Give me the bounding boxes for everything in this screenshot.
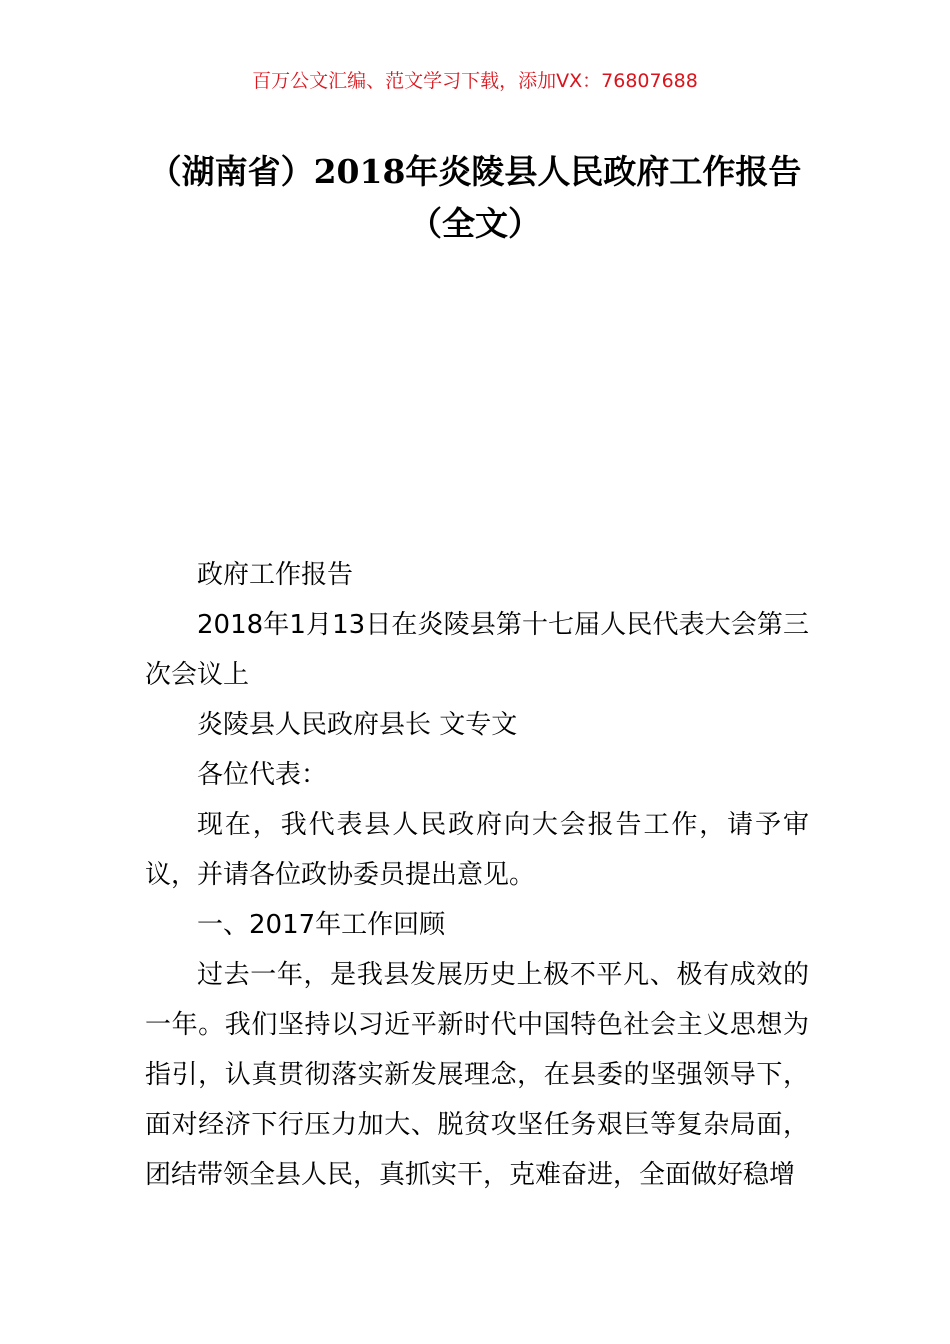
paragraph-meeting-info: 2018年1月13日在炎陵县第十七届人民代表大会第三次会议上 — [145, 610, 809, 690]
paragraph-speaker: 炎陵县人民政府县长 文专文 — [197, 710, 518, 740]
section-heading-review: 一、2017年工作回顾 — [197, 910, 446, 940]
paragraph-salutation: 各位代表： — [197, 760, 328, 790]
paragraph-intro: 现在，我代表县人民政府向大会报告工作，请予审议，并请各位政协委员提出意见。 — [145, 810, 809, 890]
paragraph-review: 过去一年，是我县发展历史上极不平凡、极有成效的一年。我们坚持以习近平新时代中国特色社会主义思想为指引，认真贯彻落实新发展理念，在县委的坚强领导下，面对经济下行压力加大、脱贫攻坚任务艰巨等复杂局面，团结带领全县人民，真抓实干，克难奋进，全面做好稳增 — [145, 960, 809, 1190]
paragraph-report-name: 政府工作报告 — [197, 560, 354, 590]
document-body — [145, 550, 809, 1200]
document-title: （湖南省）2018年炎陵县人民政府工作报告（全文） — [148, 152, 802, 243]
header-note: 百万公文汇编、范文学习下载，添加VX：76807688 — [252, 70, 698, 92]
